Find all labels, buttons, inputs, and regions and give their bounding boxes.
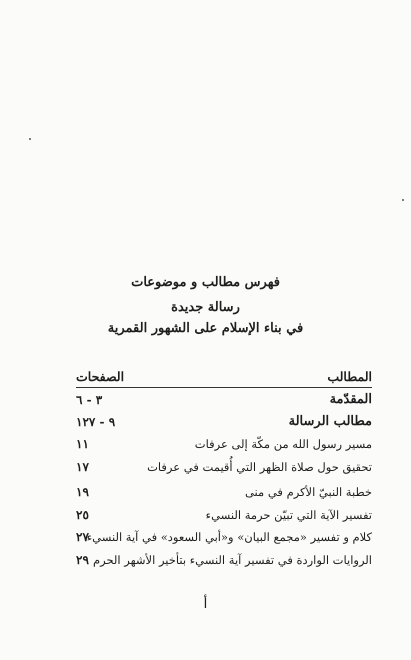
row-title: مسير رسول الله من مكّة إلى عرفات (194, 437, 372, 451)
row-pages: ١٩ (76, 485, 89, 499)
row-title: كلام و تفسير «مجمع البيان» و«أبي السعود» في آية النسيء (86, 530, 372, 544)
table-row (76, 390, 372, 410)
table-row (76, 527, 372, 547)
row-pages: ٣ - ٦ (76, 393, 103, 407)
page-folio: أ (203, 596, 208, 612)
table-row (76, 457, 372, 477)
row-pages: ٢٩ (76, 553, 89, 567)
column-header-pages: الصفحات (76, 369, 125, 384)
row-pages: ١١ (76, 437, 89, 451)
scan-speck (402, 199, 404, 201)
row-title: تفسير الآية التي تبيّن حرمة النسيء (205, 508, 372, 522)
header-rule (76, 387, 372, 388)
row-title: تحقيق حول صلاة الظهر التي أُقيمت في عرفات (147, 460, 372, 474)
table-row (76, 412, 372, 432)
heading-subtitle: رسالة جديدة (171, 300, 240, 315)
table-row (76, 434, 372, 454)
scan-speck (29, 138, 31, 140)
row-pages: ٢٥ (76, 508, 89, 522)
row-title: المقدّمة (329, 392, 372, 407)
heading-topic: في بناء الإسلام على الشهور القمرية (107, 321, 304, 336)
table-header (76, 368, 372, 386)
row-title: الروايات الواردة في تفسير آية النسيء بتأخير الأشهر الحرم (93, 553, 372, 567)
table-row (76, 482, 372, 502)
heading-title: فهرس مطالب و موضوعات (131, 275, 280, 290)
row-pages: ٢٧ (76, 530, 89, 544)
row-pages: ٩ - ١٢٧ (76, 415, 116, 429)
row-title: مطالب الرسالة (288, 414, 372, 429)
column-header-topics: المطالب (327, 369, 372, 384)
row-pages: ١٧ (76, 460, 89, 474)
table-row (76, 550, 372, 570)
row-title: خطبة النبيّ الأكرم في منى (244, 485, 372, 499)
table-row (76, 505, 372, 525)
